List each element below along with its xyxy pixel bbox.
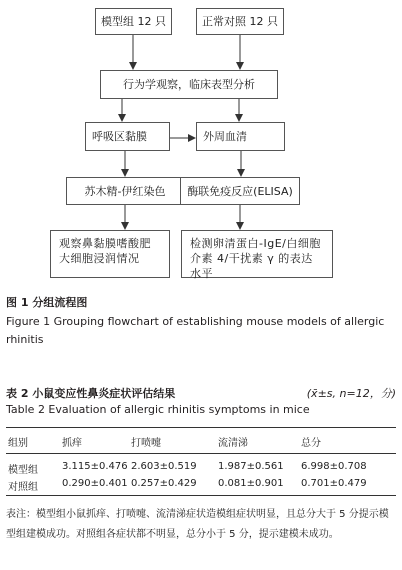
table-header-rule [6,453,396,454]
elisa-box [180,177,300,205]
table-cell-group: 模型组 [8,465,38,476]
observation-label: 行为学观察，临床表型分析 [123,78,255,91]
table-cell-total: 0.701±0.479 [301,478,367,489]
table-header-group: 组别 [8,438,28,449]
table-header-scratching: 抓痒 [62,438,82,449]
table-cell-sneezing: 0.257±0.429 [131,478,197,489]
table-cell-scratching: 0.290±0.401 [62,478,128,489]
table-cell-total: 6.998±0.708 [301,461,367,472]
table-header-runny-nose: 流清涕 [218,438,248,449]
mucosa-result-label: 观察鼻黏膜嗜酸肥大细胞浸润情况 [59,237,151,265]
table-title-en: Table 2 Evaluation of allergic rhinitis symptoms in mice [6,403,310,416]
he-stain-box [66,177,184,205]
table-top-rule [6,427,396,428]
figure-caption-en: Figure 1 Grouping flowchart of establishing mouse models of allergic rhinitis [6,315,385,346]
observation-box [100,70,278,99]
table-cell-scratching: 3.115±0.476 [62,461,128,472]
model-group-label: 模型组 12 只 [101,15,166,28]
respiratory-mucosa-label: 呼吸区黏膜 [92,130,147,143]
table-cell-runny-nose: 1.987±0.561 [218,461,284,472]
serum-result-box [181,230,333,278]
control-group-box [196,8,284,35]
peripheral-serum-label: 外周血清 [203,130,247,143]
elisa-label: 酶联免疫反应(ELISA) [187,184,293,198]
figure-caption-cn: 图 1 分组流程图 [6,296,88,309]
table-cell-group: 对照组 [8,482,38,493]
mucosa-result-box [50,230,170,278]
respiratory-mucosa-box [85,122,170,151]
table-note: 表注：模型组小鼠抓痒、打喷嚏、流清涕症状造模组症状明显，且总分大于 5 分提示模型组建模成功。对照组各症状都不明显，总分小于 5 分，提示建模未成功。 [6,509,389,540]
control-group-label: 正常对照 12 只 [202,15,278,28]
he-stain-label: 苏木精-伊红染色 [84,184,166,198]
table-header-sneezing: 打喷嚏 [131,438,161,449]
serum-result-label: 检测卵清蛋白-IgE/白细胞介素 4/干扰素 γ 的表达水平 [190,237,321,280]
table-cell-runny-nose: 0.081±0.901 [218,478,284,489]
peripheral-serum-box [196,122,285,151]
model-group-box [95,8,172,35]
table-bottom-rule [6,495,396,496]
table-header-total: 总分 [301,438,321,449]
table-cell-sneezing: 2.603±0.519 [131,461,197,472]
table-stats-note: (x̄±s, n=12，分) [306,387,396,400]
table-title-cn: 表 2 小鼠变应性鼻炎症状评估结果 [6,387,176,400]
